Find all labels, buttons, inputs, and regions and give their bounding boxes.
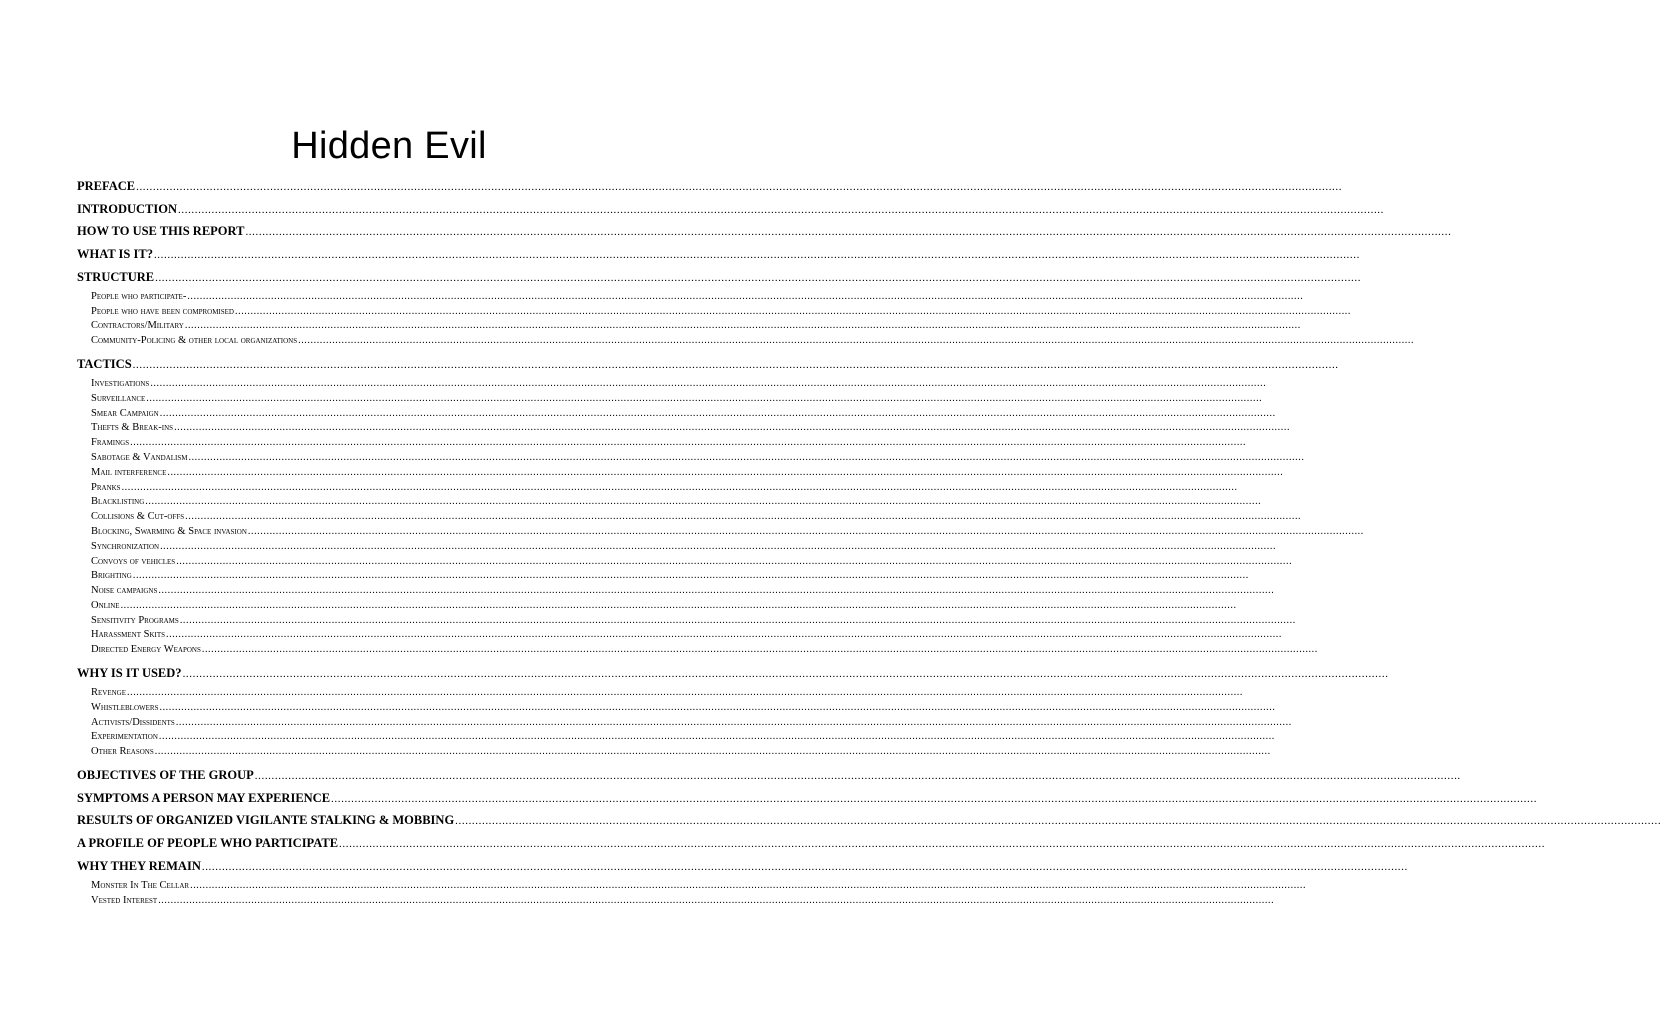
toc-section[interactable] xyxy=(77,835,1546,851)
toc-subsection-label: People who participate- xyxy=(91,290,187,302)
toc-subsection-label: Smear Campaign xyxy=(91,407,159,419)
toc-subsection-label: Collisions & Cut-offs xyxy=(91,511,185,523)
toc-subsection-label: Thefts & Break-ins xyxy=(91,422,174,434)
toc-subsection-label: Pranks xyxy=(91,481,121,493)
toc-section-label: OBJECTIVES OF THE GROUP xyxy=(77,768,254,783)
toc-section-label: WHY IS IT USED? xyxy=(77,666,182,681)
dot-leader: ........................................................................................................................................................................................................................................................................................................................................................................ xyxy=(174,422,1291,434)
dot-leader: ........................................................................................................................................................................................................................................................................................................................................................................ xyxy=(179,614,1296,626)
toc-subsection-label: Revenge xyxy=(91,687,126,699)
dot-leader: ........................................................................................................................................................................................................................................................................................................................................................................ xyxy=(166,629,1282,641)
dot-leader: ........................................................................................................................................................................................................................................................................................................................................................................ xyxy=(130,437,1247,449)
dot-leader: ........................................................................................................................................................................................................................................................................................................................................................................ xyxy=(188,451,1305,463)
toc-subsection[interactable] xyxy=(77,334,1415,349)
dot-leader: ........................................................................................................................................................................................................................................................................................................................................................................ xyxy=(185,511,1302,523)
dot-leader: ........................................................................................................................................................................................................................................................................................................................................................................ xyxy=(167,466,1284,478)
dot-leader: ........................................................................................................................................................................................................................................................................................................................................................................ xyxy=(182,668,1389,681)
toc-subsection-label: Activists/Dissidents xyxy=(91,716,175,728)
toc-subsection[interactable] xyxy=(77,716,1292,731)
toc-subsection[interactable] xyxy=(77,510,1302,525)
dot-leader: ........................................................................................................................................................................................................................................................................................................................................................................ xyxy=(176,555,1293,567)
toc-subsection-label: Mail interference xyxy=(91,466,167,478)
dot-leader: ........................................................................................................................................................................................................................................................................................................................................................................ xyxy=(127,687,1243,699)
toc-subsection[interactable] xyxy=(77,730,1275,745)
toc-section-label: PREFACE xyxy=(77,179,136,193)
toc-subsection-label: People who have been compromised xyxy=(91,305,234,317)
toc-section-label: WHY THEY REMAIN xyxy=(77,858,201,873)
toc-subsection[interactable] xyxy=(77,628,1282,643)
dot-leader: ........................................................................................................................................................................................................................................................................................................................................................................ xyxy=(146,392,1263,404)
dot-leader: ........................................................................................................................................................................................................................................................................................................................................................................ xyxy=(298,335,1415,347)
toc-subsection[interactable] xyxy=(77,555,1293,570)
toc-subsection-label: Framings xyxy=(91,437,130,449)
toc-subsection-label: Sensitivity Programs xyxy=(91,614,179,626)
toc-section[interactable] xyxy=(77,812,1661,828)
toc-subsection[interactable] xyxy=(77,540,1277,555)
toc-subsection-label: Directed Energy Weapons xyxy=(91,644,201,656)
dot-leader: ........................................................................................................................................................................................................................................................................................................................................................................ xyxy=(132,570,1249,582)
toc-subsection[interactable] xyxy=(77,305,1351,320)
toc-subsection-label: Blocking, Swarming & Space invasion xyxy=(91,525,247,537)
toc-section-label: RESULTS OF ORGANIZED VIGILANTE STALKING & MOBBING xyxy=(77,813,455,828)
dot-leader: ........................................................................................................................................................................................................................................................................................................................................................................ xyxy=(158,731,1275,743)
toc-section[interactable] xyxy=(77,858,1408,874)
toc-subsection-label: Surveillance xyxy=(91,392,146,404)
dot-leader: ........................................................................................................................................................................................................................................................................................................................................................................ xyxy=(159,701,1276,713)
toc-subsection-label: Online xyxy=(91,599,120,611)
toc-section[interactable] xyxy=(77,201,1385,217)
toc-subsection[interactable] xyxy=(77,701,1276,716)
dot-leader: ........................................................................................................................................................................................................................................................................................................................................................................ xyxy=(331,792,1538,805)
toc-section[interactable] xyxy=(77,269,1362,285)
toc-subsection[interactable] xyxy=(77,643,1318,658)
toc-subsection-label: Other Reasons xyxy=(91,746,154,758)
toc-subsection-label: Brighting xyxy=(91,570,132,582)
dot-leader: ........................................................................................................................................................................................................................................................................................................................................................................ xyxy=(160,540,1277,552)
toc-subsection-label: Convoys of vehicles xyxy=(91,555,176,567)
dot-leader: ........................................................................................................................................................................................................................................................................................................................................................................ xyxy=(201,644,1318,656)
toc-section-label: TACTICS xyxy=(77,356,132,371)
dot-leader: ........................................................................................................................................................................................................................................................................................................................................................................ xyxy=(254,770,1461,783)
dot-leader: ........................................................................................................................................................................................................................................................................................................................................................................ xyxy=(154,746,1271,758)
toc-subsection[interactable] xyxy=(77,466,1284,481)
toc-subsection[interactable] xyxy=(77,451,1305,466)
dot-leader: ........................................................................................................................................................................................................................................................................................................................................................................ xyxy=(247,525,1364,537)
toc-subsection[interactable] xyxy=(77,290,1304,305)
dot-leader: ........................................................................................................................................................................................................................................................................................................................................................................ xyxy=(159,407,1276,419)
toc-section-label: STRUCTURE xyxy=(77,269,155,284)
toc-section-label: HOW TO USE THIS REPORT xyxy=(77,224,245,239)
toc-section-label: INTRODUCTION xyxy=(77,201,178,216)
dot-leader: ........................................................................................................................................................................................................................................................................................................................................................................ xyxy=(201,860,1408,873)
toc-subsection[interactable] xyxy=(77,894,1275,909)
toc-subsection[interactable] xyxy=(77,392,1263,407)
toc-subsection-label: Sabotage & Vandalism xyxy=(91,451,188,463)
dot-leader: ........................................................................................................................................................................................................................................................................................................................................................................ xyxy=(132,358,1339,371)
toc-subsection[interactable] xyxy=(77,686,1243,701)
toc-section[interactable] xyxy=(77,356,1339,372)
dot-leader: ........................................................................................................................................................................................................................................................................................................................................................................ xyxy=(136,181,1343,193)
dot-leader: ........................................................................................................................................................................................................................................................................................................................................................................ xyxy=(455,815,1661,828)
toc-subsection-label: Whistleblowers xyxy=(91,701,159,713)
toc-subsection[interactable] xyxy=(77,407,1276,422)
dot-leader: ........................................................................................................................................................................................................................................................................................................................................................................ xyxy=(339,838,1546,851)
dot-leader: ........................................................................................................................................................................................................................................................................................................................................................................ xyxy=(121,481,1238,493)
dot-leader: ........................................................................................................................................................................................................................................................................................................................................................................ xyxy=(178,203,1385,216)
toc-subsection[interactable] xyxy=(77,879,1307,894)
toc-subsection[interactable] xyxy=(77,377,1267,392)
dot-leader: ........................................................................................................................................................................................................................................................................................................................................................................ xyxy=(187,290,1304,302)
toc-subsection-label: Vested Interest xyxy=(91,894,158,906)
dot-leader: ........................................................................................................................................................................................................................................................................................................................................................................ xyxy=(184,320,1301,332)
toc-subsection[interactable] xyxy=(77,436,1247,451)
document-title: Hidden Evil xyxy=(291,125,487,168)
toc-subsection-label: Community-Policing & other local organizations xyxy=(91,335,298,347)
toc-subsection-label: Contractors/Military xyxy=(91,320,184,332)
toc-subsection-label: Experimentation xyxy=(91,731,158,743)
toc-subsection-label: Synchronization xyxy=(91,540,160,552)
toc-subsection[interactable] xyxy=(77,745,1271,760)
toc-section[interactable] xyxy=(77,790,1538,806)
toc-subsection[interactable] xyxy=(77,614,1296,629)
toc-section[interactable] xyxy=(77,223,1452,239)
toc-subsection[interactable] xyxy=(77,495,1262,510)
toc-section[interactable] xyxy=(77,767,1461,783)
dot-leader: ........................................................................................................................................................................................................................................................................................................................................................................ xyxy=(245,226,1452,239)
dot-leader: ........................................................................................................................................................................................................................................................................................................................................................................ xyxy=(158,894,1275,906)
toc-subsection[interactable] xyxy=(77,481,1238,496)
dot-leader: ........................................................................................................................................................................................................................................................................................................................................................................ xyxy=(175,716,1292,728)
toc-subsection-label: Investigations xyxy=(91,377,150,389)
dot-leader: ........................................................................................................................................................................................................................................................................................................................................................................ xyxy=(150,377,1267,389)
toc-section-label: WHAT IS IT? xyxy=(77,247,153,262)
toc-subsection-label: Harassment Skits xyxy=(91,629,165,641)
table-of-contents xyxy=(77,178,1661,915)
toc-subsection[interactable] xyxy=(77,599,1237,614)
toc-subsection[interactable] xyxy=(77,421,1291,436)
toc-subsection[interactable] xyxy=(77,319,1301,334)
toc-section[interactable] xyxy=(77,178,1343,194)
toc-section[interactable] xyxy=(77,665,1389,681)
toc-section[interactable] xyxy=(77,246,1360,262)
dot-leader: ........................................................................................................................................................................................................................................................................................................................................................................ xyxy=(158,585,1275,597)
dot-leader: ........................................................................................................................................................................................................................................................................................................................................................................ xyxy=(155,271,1362,284)
toc-subsection-label: Monster In The Cellar xyxy=(91,879,190,891)
dot-leader: ........................................................................................................................................................................................................................................................................................................................................................................ xyxy=(145,496,1262,508)
toc-subsection-label: Blacklisting xyxy=(91,496,145,508)
toc-section-label: A PROFILE OF PEOPLE WHO PARTICIPATE xyxy=(77,836,339,851)
toc-subsection[interactable] xyxy=(77,569,1249,584)
toc-subsection[interactable] xyxy=(77,525,1364,540)
dot-leader: ........................................................................................................................................................................................................................................................................................................................................................................ xyxy=(190,879,1307,891)
dot-leader: ........................................................................................................................................................................................................................................................................................................................................................................ xyxy=(153,249,1360,262)
toc-section-label: SYMPTOMS A PERSON MAY EXPERIENCE xyxy=(77,790,331,805)
toc-subsection-label: Noise campaigns xyxy=(91,585,158,597)
dot-leader: ........................................................................................................................................................................................................................................................................................................................................................................ xyxy=(120,599,1237,611)
toc-subsection[interactable] xyxy=(77,584,1275,599)
dot-leader: ........................................................................................................................................................................................................................................................................................................................................................................ xyxy=(235,305,1351,317)
